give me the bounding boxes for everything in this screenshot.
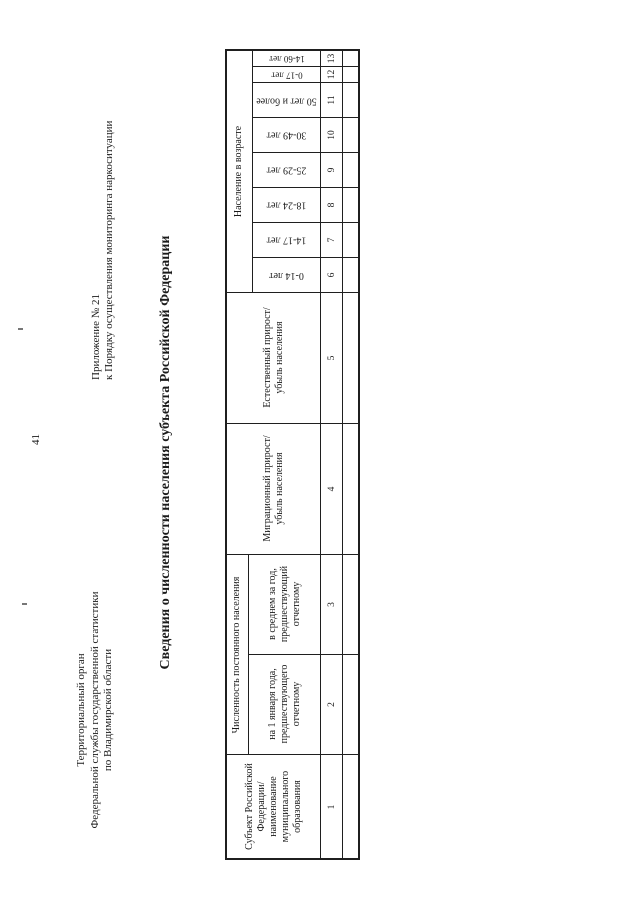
column-number: 13 bbox=[326, 53, 337, 64]
header-migration bbox=[227, 424, 320, 553]
header-age-text: 0-17 лет bbox=[270, 69, 303, 80]
header-age-text: 18-24 лет bbox=[266, 199, 307, 211]
row-line-numbers-bottom bbox=[342, 50, 343, 860]
header-age-text: 14-17 лет bbox=[266, 234, 307, 246]
column-number: 9 bbox=[326, 167, 337, 173]
header-age-0-17 bbox=[253, 67, 320, 83]
document-title: Сведения о численности населения субъекта Российской Федерации bbox=[158, 235, 173, 670]
page-number: 41 bbox=[30, 434, 42, 445]
column-number: 2 bbox=[326, 702, 337, 707]
header-age-50-plus bbox=[253, 83, 320, 118]
header-average bbox=[249, 555, 320, 653]
header-subject-text: Субъект Российской Федерации/ наименование муниципального образования bbox=[243, 763, 303, 850]
column-number: 3 bbox=[326, 602, 337, 607]
column-number: 12 bbox=[326, 69, 337, 80]
header-natural-text: Естественный прирост/ убыль населения bbox=[261, 307, 285, 408]
org-line-2: Федеральной службы государственной статистики bbox=[88, 591, 101, 829]
header-age-30-49 bbox=[253, 118, 320, 153]
column-number: 10 bbox=[326, 130, 337, 140]
header-resident-population-text: Численность постоянного населения bbox=[231, 576, 242, 734]
org-line-3: по Владимирской области bbox=[102, 648, 114, 772]
org-line-1: Территориальный орган bbox=[75, 653, 87, 767]
column-number: 11 bbox=[326, 95, 337, 105]
header-subject bbox=[227, 755, 320, 858]
header-age-group-text: Население в возрасте bbox=[233, 125, 244, 218]
header-age-group bbox=[226, 50, 252, 293]
column-number: 7 bbox=[326, 237, 337, 243]
header-age-text: 14-60 лет bbox=[268, 53, 305, 64]
header-age-0-14 bbox=[253, 258, 320, 293]
column-number: 8 bbox=[326, 202, 337, 208]
header-migration-text: Миграционный прирост/ убыль населения bbox=[261, 435, 285, 542]
appendix-number: Приложение № 21 bbox=[90, 293, 102, 380]
column-number: 4 bbox=[326, 486, 337, 492]
column-number: 5 bbox=[326, 355, 337, 361]
header-age-text: 50 лет и более bbox=[256, 94, 317, 106]
appendix-reference: к Порядку осуществления мониторинга наркоситуации bbox=[103, 120, 115, 380]
header-age-14-17 bbox=[253, 223, 320, 258]
header-age-text: 30-49 лет bbox=[266, 129, 307, 141]
header-age-text: 25-29 лет bbox=[266, 164, 307, 176]
column-number: 6 bbox=[326, 272, 337, 278]
header-jan1 bbox=[249, 655, 320, 753]
header-age-14-60 bbox=[253, 51, 320, 67]
header-jan1-text: на 1 января года, предшествующего отчетному bbox=[266, 664, 302, 744]
header-resident-population bbox=[226, 555, 248, 755]
column-number: 1 bbox=[326, 804, 337, 810]
header-age-18-24 bbox=[253, 188, 320, 223]
header-age-text: 0-14 лет bbox=[269, 270, 304, 282]
header-natural bbox=[227, 293, 320, 422]
table-border-bottom bbox=[358, 50, 360, 860]
header-age-25-29 bbox=[253, 153, 320, 188]
header-average-text: в среднем за год, предшествующий отчетному bbox=[266, 565, 302, 643]
